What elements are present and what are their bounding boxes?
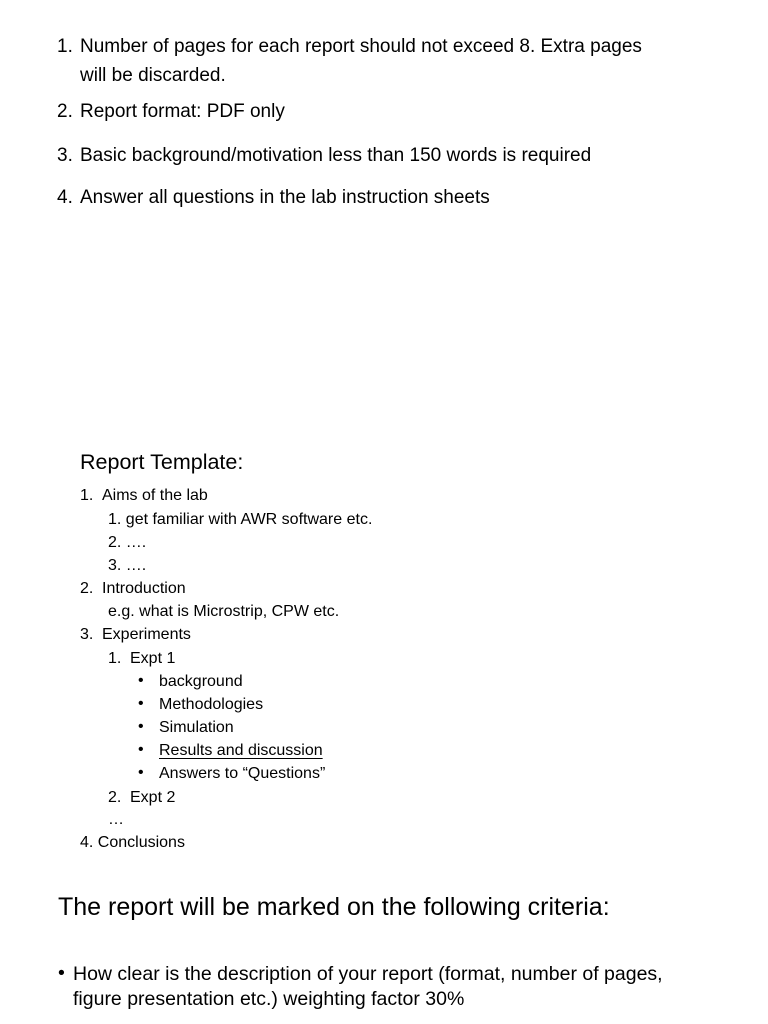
intro-label: Introduction [102, 580, 186, 597]
expt2-number: 2. [108, 789, 122, 806]
expt1-bullet-methodologies: Methodologies [159, 696, 264, 713]
aims-label: Aims of the lab [102, 487, 208, 504]
expt1-label: Expt 1 [130, 650, 176, 667]
bullet-icon: • [138, 718, 144, 735]
bullet-icon: • [138, 672, 144, 689]
aims-sub-3: 3. …. [108, 557, 147, 574]
criteria-title: The report will be marked on the following criteria: [58, 893, 610, 921]
intro-example: e.g. what is Microstrip, CPW etc. [108, 603, 340, 620]
aims-sub-2: 2. …. [108, 534, 147, 551]
criteria-item-1-continued: figure presentation etc.) weighting factor 30% [73, 988, 465, 1010]
expt2-label: Expt 2 [130, 789, 176, 806]
conclusions-label: 4. Conclusions [80, 834, 185, 851]
rule-2-number: 2. [57, 101, 73, 122]
experiments-label: Experiments [102, 626, 191, 643]
template-title: Report Template: [80, 450, 244, 474]
expt1-bullet-background: background [159, 673, 243, 690]
rule-2-text: Report format: PDF only [80, 101, 285, 122]
experiments-number: 3. [80, 626, 94, 643]
bullet-icon: • [138, 695, 144, 712]
expt1-bullet-results: Results and discussion [159, 742, 323, 759]
expt1-bullet-simulation: Simulation [159, 719, 234, 736]
expt1-number: 1. [108, 650, 122, 667]
rule-1-number: 1. [57, 36, 73, 57]
rule-3-text: Basic background/motivation less than 150 words is required [80, 145, 592, 166]
bullet-icon: • [138, 741, 144, 758]
rule-4-text: Answer all questions in the lab instruction sheets [80, 187, 490, 208]
rule-4-number: 4. [57, 187, 73, 208]
criteria-item-1: How clear is the description of your report (format, number of pages, [73, 963, 663, 985]
bullet-icon: • [58, 962, 65, 984]
experiments-ellipsis: … [108, 811, 124, 828]
rule-3-number: 3. [57, 145, 73, 166]
aims-number: 1. [80, 487, 94, 504]
aims-sub-1: 1. get familiar with AWR software etc. [108, 511, 373, 528]
rule-1-text-continued: will be discarded. [80, 65, 226, 86]
bullet-icon: • [138, 764, 144, 781]
expt1-bullet-answers: Answers to “Questions” [159, 765, 326, 782]
rule-1-text: Number of pages for each report should not exceed 8. Extra pages [80, 36, 642, 57]
intro-number: 2. [80, 580, 94, 597]
